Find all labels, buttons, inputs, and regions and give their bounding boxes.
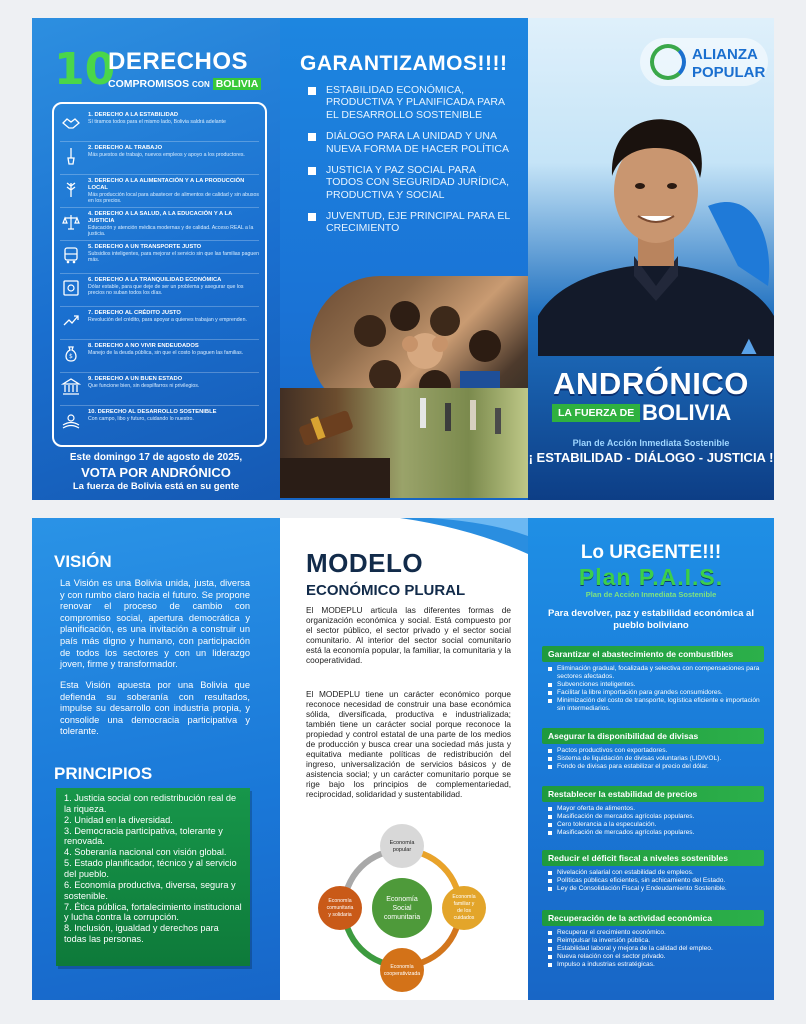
section-item: Sistema de liquidación de divisas voluntarias (LIDIVOL). [548,755,764,763]
square-bullet-icon [548,683,552,687]
svg-text:Economía: Economía [328,898,352,904]
principle-item: 4. Soberanía nacional con visión global. [64,847,227,858]
section-item: Minimización del costo de transporte, logística eficiente e importación sin intermediarios. [548,697,764,713]
section-heading: Garantizar el abastecimiento de combustibles [542,646,764,662]
square-bullet-icon [308,167,316,175]
square-bullet-icon [548,749,552,753]
urgent-section [542,646,764,712]
section-item: Recuperar el crecimiento económico. [548,929,764,937]
model-panel [280,518,528,1000]
svg-text:familiar y: familiar y [453,901,475,907]
hand-logo-icon [650,44,686,80]
square-bullet-icon [548,939,552,943]
brochure-outside [32,18,774,500]
wheat-icon [60,178,82,200]
vision-title: VISIÓN [54,552,112,571]
vote-date: Este domingo 17 de agosto de 2025, [69,452,243,463]
principle-item: 6. Economía productiva, diversa, segura y sostenible. [64,879,236,901]
urgent-panel [528,518,774,1000]
square-bullet-icon [548,931,552,935]
svg-text:cuidados: cuidados [453,915,475,921]
section-heading: Restablecer la estabilidad de precios [542,786,764,802]
vision-panel [32,518,280,1000]
square-bullet-icon [548,757,552,761]
square-bullet-icon [308,213,316,221]
section-item: Nueva relación con el sector privado. [548,953,764,961]
principles-box [56,788,250,966]
square-bullet-icon [548,831,552,835]
urgent-lead: Para devolver, paz y estabilidad económica al pueblo boliviano [548,608,754,631]
principles-title: PRINCIPIOS [54,764,153,783]
square-bullet-icon [548,691,552,695]
square-bullet-icon [548,815,552,819]
vote-tagline: La fuerza de Bolivia está en su gente [72,481,240,492]
square-bullet-icon [308,133,316,141]
credit-icon [60,310,82,332]
urgent-title: Lo URGENTE!!! [580,542,722,563]
plan-subtitle: Plan de Acción Inmediata Sostenible [585,590,717,599]
section-item: Ley de Consolidación Fiscal y Endeudamiento Sostenible. [548,885,764,893]
svg-text:cooperativizada: cooperativizada [383,971,421,977]
section-item: Nivelación salarial con estabilidad de empleos. [548,869,764,877]
urgent-section [542,850,764,893]
square-bullet-icon [548,955,552,959]
svg-text:Social: Social [392,905,412,912]
guarantees-panel [280,18,528,500]
urgent-section [542,786,764,837]
rights-item: 10. DERECHO AL DESARROLLO SOSTENIBLE Con campo, libo y futuro, cuidando lo nuestro. [60,406,259,439]
square-bullet-icon [548,667,552,671]
guarantee-item: ESTABILIDAD ECONÓMICA, PRODUCTIVA Y PLANIFICADA PARA EL DESARROLLO SOSTENIBLE [308,84,513,121]
svg-text:Economía: Economía [452,894,476,900]
guarantee-item: JUVENTUD, EJE PRINCIPAL PARA EL CRECIMIENTO [308,210,513,235]
candidate-portrait [538,86,774,356]
handshake-icon [60,112,82,134]
svg-text:Economía: Economía [390,964,414,970]
rights-item: 3. DERECHO A LA ALIMENTACIÓN Y A LA PRODUCCIÓN LOCAL Más producción local para abastecer de alimentos de calidad y sin abusos en los precios. [60,175,259,208]
square-bullet-icon [548,963,552,967]
money-bag-icon [60,343,82,365]
section-item: Cero tolerancia a la especulación. [548,821,764,829]
rights-number: 10 [54,44,116,95]
economy-cycle-diagram [312,818,492,998]
urgent-section [542,910,764,969]
svg-text:Economía: Economía [386,896,418,903]
vision-paragraph: La Visión es una Bolivia unida, justa, diversa y con rumbo claro hacia el futuro. Se propone renovar el proceso de cambio con compromiso social, apertura democrática y planificación, es una invitación a construir un país más digno y humano, con participación de todos los sectores y con un liderazgo joven, firme y transformador. [60,578,250,670]
guarantee-item: DIÁLOGO PARA LA UNIDAD Y UNA NUEVA FORMA DE HACER POLÍTICA [308,130,513,155]
square-bullet-icon [548,871,552,875]
section-item: Estabilidad laboral y mejora de la calidad del empleo. [548,945,764,953]
plan-title: Plan P.A.I.S. [578,564,724,590]
section-item: Facilitar la libre importación para grandes consumidores. [548,689,764,697]
section-item: Políticas públicas eficientes, sin achicamiento del Estado. [548,877,764,885]
section-item: Subvenciones inteligentes. [548,681,764,689]
square-bullet-icon [548,823,552,827]
svg-text:Economía: Economía [389,840,415,846]
rights-item: 2. DERECHO AL TRABAJO Más puestos de trabajo, nuevos empleos y apoyo a los productores. [60,142,259,175]
svg-text:$: $ [69,353,73,360]
rights-item: 6. DERECHO A LA TRANQUILIDAD ECONÓMICA Dólar estable, para que deje de ser un problema y asegurar que los precios no suban todos los días. [60,274,259,307]
square-bullet-icon [548,765,552,769]
bus-icon [60,244,82,266]
square-bullet-icon [308,87,316,95]
svg-text:popular: popular [392,847,412,853]
square-bullet-icon [548,879,552,883]
section-item: Masificación de mercados agrícolas populares. [548,829,764,837]
section-item: Fondo de divisas para estabilizar el precio del dólar. [548,763,764,771]
safe-icon [60,277,82,299]
sun-field-icon [60,409,82,431]
brochure-inside [32,518,774,1000]
rights-title: DERECHOS [108,48,249,75]
principle-item: 1. Justicia social con redistribución real de la riqueza. [64,793,237,814]
model-paragraph: El MODEPLU tiene un carácter económico porque reconoce necesidad de construir una base económica sólida, diversificada, productiva e industrializada; también tiene un carácter social porque reconoce la propiedad y control estatal de una parte de los medios de producción y busca crear una sociedad más justa y equitativa mediante políticas de redistribución del ingreso, universalización de servicios básicos y de asistencia social; y un carácter comunitario porque se rige bajo los principios de complementariedad, reciprocidad, solidaridad y sustentabilidad. [306,689,511,799]
scales-icon [60,211,82,233]
rights-item: 1. DERECHO A LA ESTABILIDAD Sí tiramos todos para el mismo lado, Bolivia saldrá adelante [60,109,259,142]
square-bullet-icon [548,887,552,891]
cover-panel [528,18,774,500]
motto: ¡ ESTABILIDAD - DIÁLOGO - JUSTICIA ! [528,450,774,465]
section-item: Reimpulsar la inversión pública. [548,937,764,945]
section-item: Masificación de mercados agrícolas populares. [548,813,764,821]
principle-item: 7. Ética pública, fortalecimiento institucional y lucha contra la corrupción. [64,901,242,923]
rights-panel [32,18,280,500]
principle-item: 3. Democracia participativa, tolerante y renovada. [64,825,223,847]
section-heading: Recuperación de la actividad económica [542,910,764,926]
svg-text:comunitaria: comunitaria [383,914,421,921]
vision-paragraph: Esta Visión apuesta por una Bolivia que defienda su soberanía con resultados, impulse su desarrollo con industria propia, y consolide una democracia participativa y tolerante. [60,680,250,737]
principle-item: 5. Estado planificador, técnico y al servicio del pueblo. [64,858,237,880]
guarantee-item: JUSTICIA Y PAZ SOCIAL PARA TODOS CON SEGURIDAD JURÍDICA, PRODUCTIVA Y SOCIAL [308,164,513,201]
section-heading: Reducir el déficit fiscal a niveles sostenibles [542,850,764,866]
government-icon [60,376,82,398]
gavel-field-photo [280,388,528,498]
model-subtitle: ECONÓMICO PLURAL [306,582,466,599]
alliance-a-icon: ▲ [736,330,762,360]
section-item: Impulso a industrias estratégicas. [548,961,764,969]
square-bullet-icon [548,807,552,811]
section-item: Pactos productivos con exportadores. [548,747,764,755]
party-logo: ALIANZA POPULAR [640,38,768,86]
rights-item: 9. DERECHO A UN BUEN ESTADO Que funcione bien, sin despilfarros ni privilegios. [60,373,259,406]
rights-subtitle: COMPROMISOS CON BOLIVIA [108,78,261,90]
section-heading: Asegurar la disponibilidad de divisas [542,728,764,744]
svg-text:comunitaria: comunitaria [326,905,354,911]
candidate-name: ANDRÓNICO [553,366,749,401]
guarantees-title: GARANTIZAMOS!!!! [300,52,508,75]
model-title: MODELO [306,548,424,578]
rights-list [52,102,267,447]
principle-item: 8. Inclusión, igualdad y derechos para todas las personas. [64,923,219,945]
square-bullet-icon [548,947,552,951]
urgent-section [542,728,764,771]
square-bullet-icon [548,699,552,703]
shovel-icon [60,145,82,167]
svg-text:de los: de los [457,908,471,914]
rights-item: 4. DERECHO A LA SALUD, A LA EDUCACIÓN Y A LA JUSTICIA Educación y atención médica modernas y de calidad. Acceso REAL a la justicia. [60,208,259,241]
vote-headline: VOTA POR ANDRÓNICO [81,465,231,480]
principle-item: 2. Unidad en la diversidad. [64,814,173,825]
slogan: LA FUERZA DE BOLIVIA [552,404,752,424]
svg-text:y solidaria: y solidaria [328,912,352,918]
section-item: Eliminación gradual, focalizada y selectiva con compensaciones para sectores afectados. [548,665,764,681]
rights-item: 5. DERECHO A UN TRANSPORTE JUSTO Subsidios inteligentes, para mejorar el servicio sin que las familias paguen más. [60,241,259,274]
rights-item: 7. DERECHO AL CRÉDITO JUSTO Revolución del crédito, para apoyar a quienes trabajan y emprenden. [60,307,259,340]
section-item: Mayor oferta de alimentos. [548,805,764,813]
plan-name: Plan de Acción Inmediata Sostenible [572,438,730,448]
model-paragraph: El MODEPLU articula las diferentes formas de organización económica y social. Está compuesto por el sector público, el sector privado y el sector social comunitario. Al interior del sector social comunitario está la economía popular, la familiar, la comunitaria y la cooperatividad. [306,605,511,665]
rights-item: $ 8. DERECHO A NO VIVIR ENDEUDADOS Manejo de la deuda pública, sin que el costo lo paguen las familias. [60,340,259,373]
guarantees-list [308,84,513,244]
